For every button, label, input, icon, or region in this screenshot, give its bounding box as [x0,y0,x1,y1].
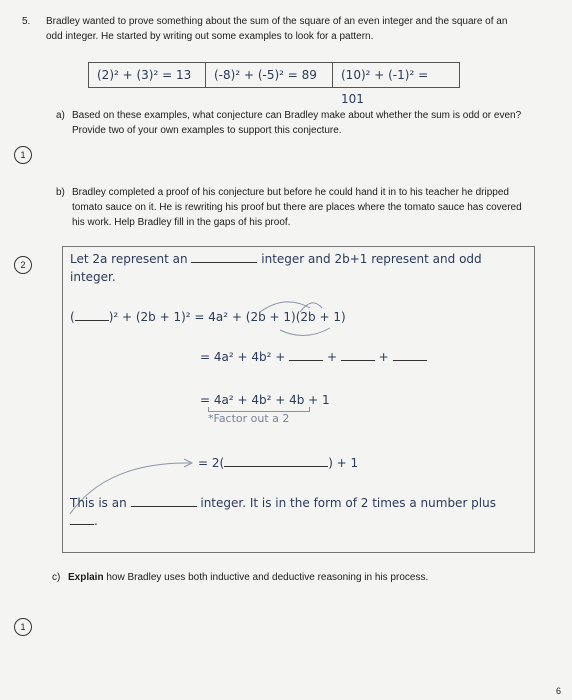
part-b-line-1: Bradley completed a proof of his conjecture but before he could hand it in to his teacher he dripped [72,187,509,198]
conclusion-end-2: . [94,514,98,528]
plus-number-blank[interactable] [70,524,94,525]
eq2-plus-2: + [378,350,389,364]
question-number: 5. [22,16,31,27]
conclusion-start: This is an [70,496,127,510]
part-b-line-3: his work. Help Bradley fill in the gaps of his proof. [72,217,291,228]
examples-table [88,62,460,106]
proof-equation-2 [200,350,427,364]
foil-arrow-1 [260,302,310,312]
example-cell-2: (-8)² + (-5)² = 89 [205,63,332,87]
example-cell-1: (2)² + (3)² = 13 [97,68,192,82]
part-a-text [72,108,542,138]
even-odd-blank-1[interactable] [191,262,257,263]
term-blank-3[interactable] [393,360,427,361]
part-c-rest: how Bradley uses both inductive and deductive reasoning in his process. [103,572,429,583]
page-number: 6 [556,686,562,696]
proof-let-suffix: integer and 2b+1 represent and odd [261,252,482,266]
factored-expression-blank[interactable] [224,466,328,467]
intro-line-1: Bradley wanted to prove something about the sum of the square of an even integer and the square of an [46,16,508,27]
proof-conclusion [70,494,530,530]
intro-line-2: odd integer. He started by writing out some examples to look for a pattern. [46,31,374,42]
conclusion-end: integer. It is in the form of 2 times a number plus [200,496,496,510]
term-blank-1[interactable] [289,360,323,361]
foil-arrow-3 [300,303,322,312]
question-intro [46,14,546,44]
mark-c: 1 [14,618,32,636]
part-a-line-2: Provide two of your own examples to support this conjecture. [72,125,342,136]
eq1-rest: )² + (2b + 1)² = 4a² + (2b + 1)(2b + 1) [108,310,346,324]
part-a-line-1: Based on these examples, what conjecture can Bradley make about whether the sum is odd or even? [72,110,522,121]
eq4-start: = 2( [198,456,225,470]
example-cell-3: (10)² + (-1)² = 101 [332,63,459,87]
proof-let-line-2: integer. [70,270,116,284]
foil-arrows [250,292,340,338]
even-term-blank[interactable] [75,320,109,321]
term-blank-2[interactable] [341,360,375,361]
mark-b: 2 [14,256,32,274]
part-a-label: a) [56,110,65,121]
part-c-bold: Explain [68,572,104,583]
factor-note: *Factor out a 2 [208,412,290,425]
proof-let-statement [70,250,530,286]
proof-equation-4 [198,456,358,470]
eq2-start: = 4a² + 4b² + [200,350,286,364]
part-b-label: b) [56,187,65,198]
even-odd-blank-2[interactable] [131,506,197,507]
part-c-label: c) [52,572,61,583]
part-b-text [72,185,542,230]
part-c-text [68,570,428,585]
eq4-end: ) + 1 [328,456,359,470]
eq2-plus-1: + [326,350,338,364]
eq1-open-paren: ( [70,310,75,324]
foil-arrow-2 [280,328,330,336]
part-b-line-2: tomato sauce on it. He is rewriting his proof but there are places where the tomato sauce has covered [72,202,522,213]
proof-equation-3: = 4a² + 4b² + 4b + 1 [200,393,330,407]
mark-a: 1 [14,146,32,164]
proof-let-prefix: Let 2a represent an [70,252,188,266]
